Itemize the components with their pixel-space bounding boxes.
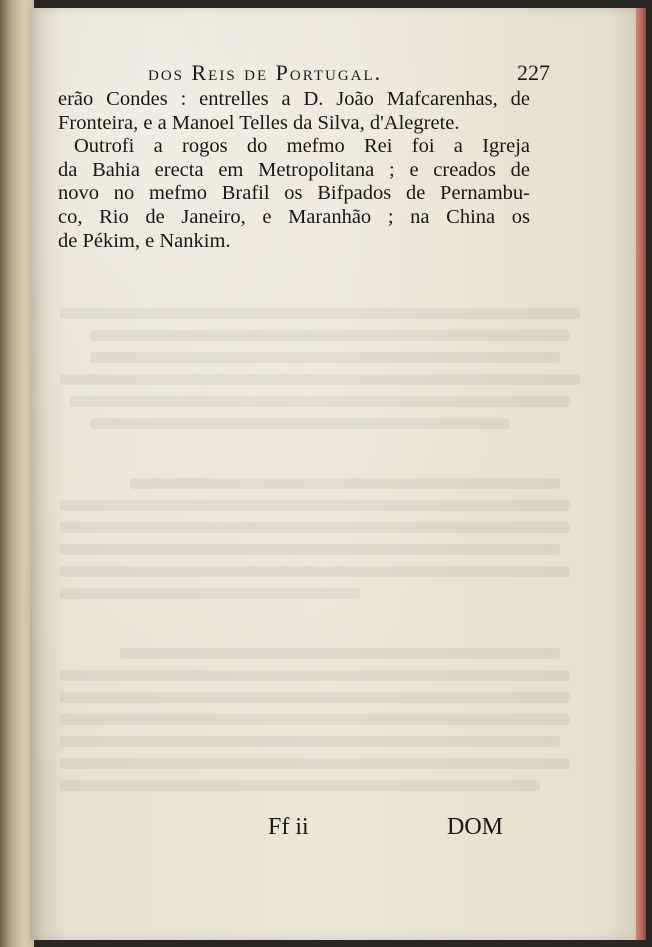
running-title: dos Reis de Portugal. xyxy=(148,60,383,85)
text-line: de Pékim, e Nankim. xyxy=(58,229,231,252)
left-page-edge xyxy=(0,0,34,947)
red-page-edge xyxy=(636,8,646,940)
text-line: Outrofi a rogos do mefmo Rei foi a Igreja xyxy=(74,135,530,158)
text-line: Fronteira, e a Manoel Telles da Silva, d'Alegrete. xyxy=(58,111,460,134)
text-line: novo no mefmo Brafil os Bifpados de Pernambu- xyxy=(58,182,530,205)
signature-mark: Ff ii xyxy=(268,814,309,840)
text-line: erão Condes : entrelles a D. João Mafcarenhas, de xyxy=(58,88,530,110)
page-number: 227 xyxy=(517,60,550,85)
text-line: da Bahia erecta em Metropolitana ; e creados de xyxy=(58,158,530,181)
body-paragraph xyxy=(58,88,530,253)
text-line: co, Rio de Janeiro, e Maranhão ; na China os xyxy=(58,205,530,228)
catchword: DOM xyxy=(447,814,504,840)
running-header xyxy=(118,60,548,86)
